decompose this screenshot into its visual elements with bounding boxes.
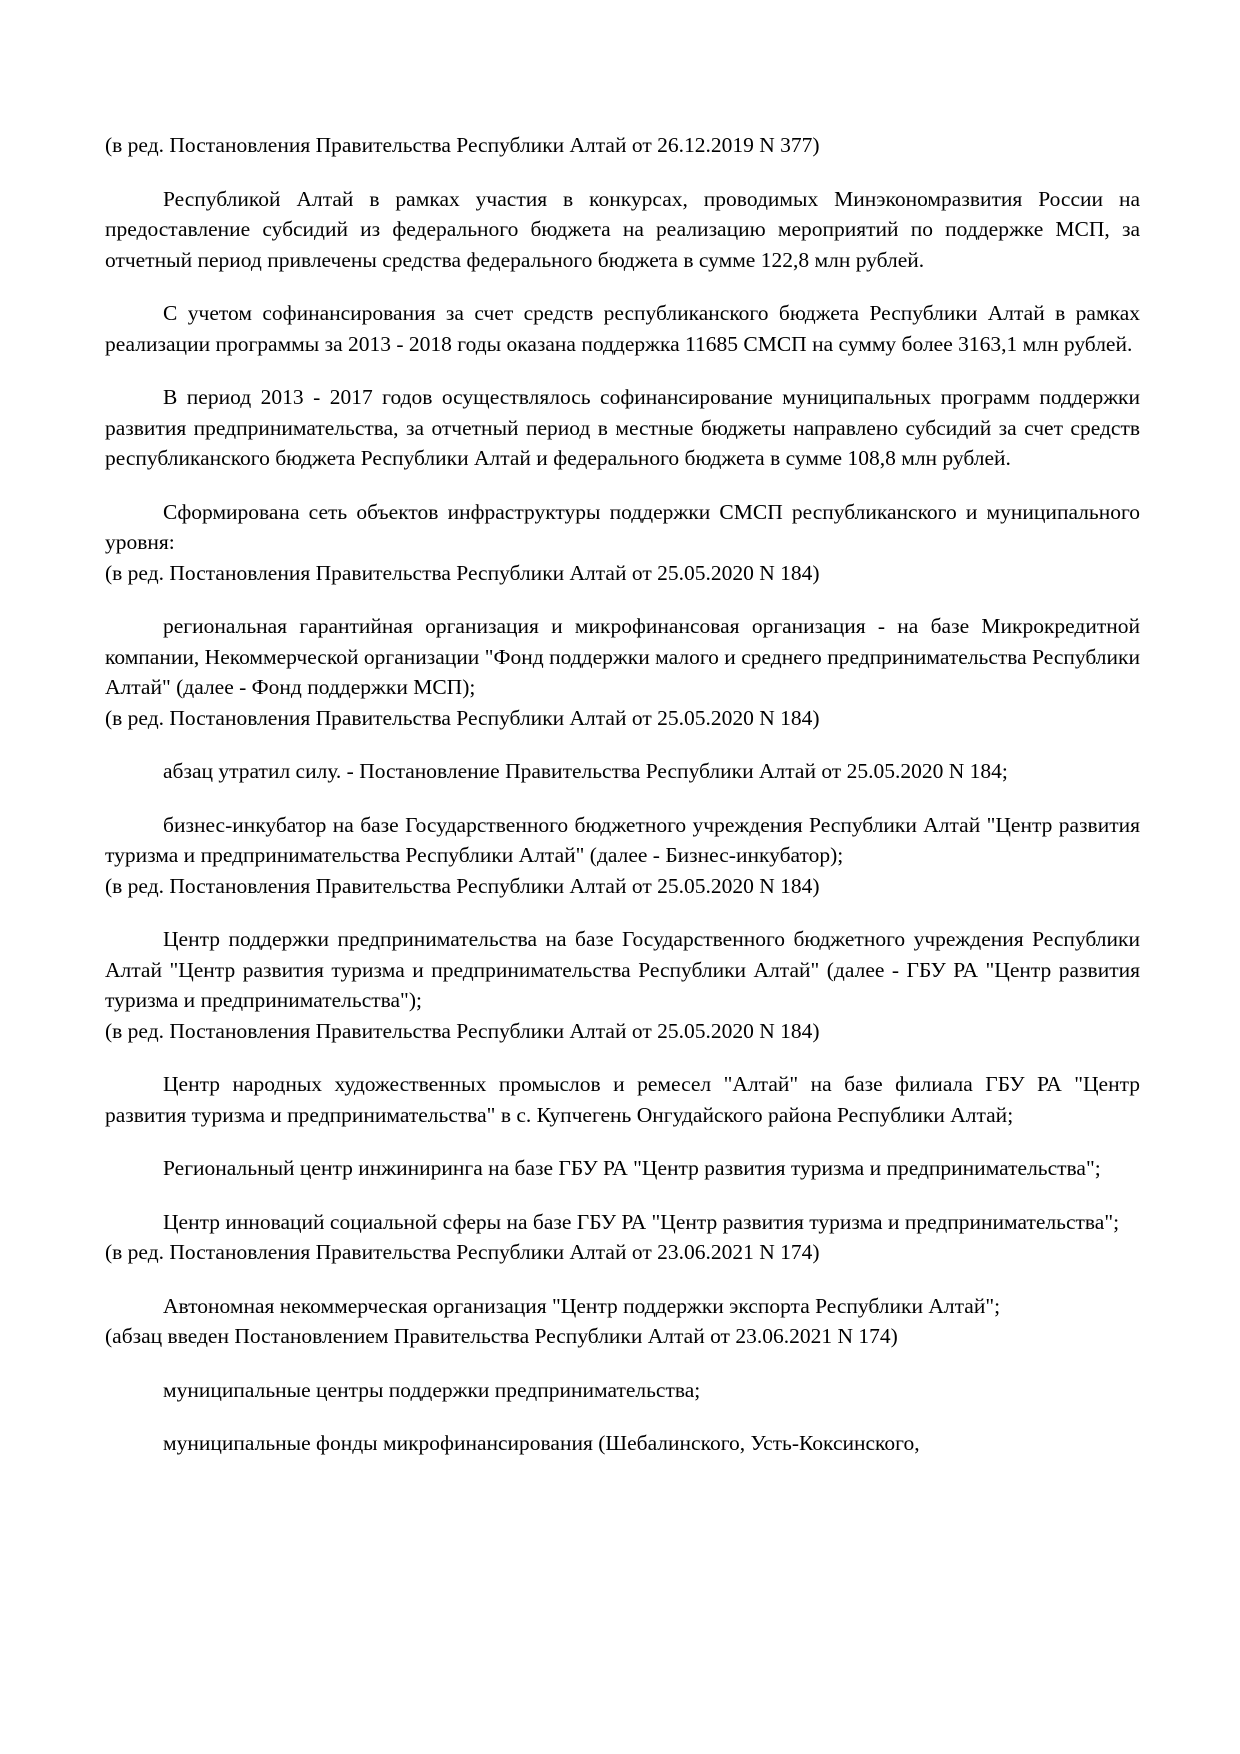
- body-paragraph: Автономная некоммерческая организация "Центр поддержки экспорта Республики Алтай";: [163, 1293, 1001, 1318]
- body-paragraph: бизнес-инкубатор на базе Государственного бюджетного учреждения Республики Алтай "Центр развития туризма и предпринимательства Республики Алтай" (далее - Бизнес-инкубатор);: [105, 812, 1140, 867]
- body-paragraph: Республикой Алтай в рамках участия в конкурсах, проводимых Минэкономразвития России на предоставление субсидий из федерального бюджета на реализацию мероприятий по поддержке МСП, за отчетный период привлечены средства федерального бюджета в сумме 122,8 млн рублей.: [105, 186, 1140, 272]
- body-paragraph: Центр поддержки предпринимательства на базе Государственного бюджетного учреждения Республики Алтай "Центр развития туризма и предпринимательства Республики Алтай" (далее - ГБУ РА "Центр развития туризма и предпринимательства");: [105, 927, 1140, 1012]
- amendment-note: (абзац введен Постановлением Правительства Республики Алтай от 23.06.2021 N 174): [105, 1324, 898, 1348]
- amendment-note: (в ред. Постановления Правительства Республики Алтай от 25.05.2020 N 184): [105, 705, 820, 730]
- amendment-note: (в ред. Постановления Правительства Республики Алтай от 25.05.2020 N 184): [105, 560, 820, 585]
- body-paragraph: Сформирована сеть объектов инфраструктуры поддержки СМСП республиканского и муниципального уровня:: [105, 499, 1140, 554]
- body-paragraph: региональная гарантийная организация и микрофинансовая организация - на базе Микрокредитной компании, Некоммерческой организации "Фонд поддержки малого и среднего предпринимательства Республики Алтай" (далее - Фонд поддержки МСП);: [105, 614, 1140, 699]
- amendment-note: (в ред. Постановления Правительства Республики Алтай от 23.06.2021 N 174): [105, 1240, 820, 1264]
- body-paragraph: Региональный центр инжиниринга на базе ГБУ РА "Центр развития туризма и предпринимательства";: [163, 1156, 1101, 1180]
- body-paragraph: Центр народных художественных промыслов и ремесел "Алтай" на базе филиала ГБУ РА "Центр развития туризма и предпринимательства" в с. Купчегень Онгудайского района Республики Алтай;: [105, 1072, 1140, 1127]
- document-body: [105, 130, 1140, 1459]
- body-paragraph: муниципальные фонды микрофинансирования (Шебалинского, Усть-Коксинского,: [163, 1431, 920, 1455]
- body-paragraph: В период 2013 - 2017 годов осуществлялось софинансирование муниципальных программ поддержки развития предпринимательства, за отчетный период в местные бюджеты направлено субсидий за счет средств республиканского бюджета Республики Алтай и федерального бюджета в сумме 108,8 млн рублей.: [105, 385, 1140, 470]
- body-paragraph: муниципальные центры поддержки предпринимательства;: [163, 1377, 701, 1402]
- amendment-note: (в ред. Постановления Правительства Республики Алтай от 25.05.2020 N 184): [105, 1018, 820, 1043]
- body-paragraph: Центр инноваций социальной сферы на базе ГБУ РА "Центр развития туризма и предпринимательства";: [163, 1209, 1120, 1234]
- amendment-note: (в ред. Постановления Правительства Республики Алтай от 26.12.2019 N 377): [105, 133, 820, 157]
- body-paragraph: абзац утратил силу. - Постановление Правительства Республики Алтай от 25.05.2020 N 184;: [163, 759, 1008, 783]
- amendment-note: (в ред. Постановления Правительства Республики Алтай от 25.05.2020 N 184): [105, 873, 820, 898]
- body-paragraph: С учетом софинансирования за счет средств республиканского бюджета Республики Алтай в рамках реализации программы за 2013 - 2018 годы оказана поддержка 11685 СМСП на сумму более 3163,1 млн рублей.: [105, 301, 1140, 356]
